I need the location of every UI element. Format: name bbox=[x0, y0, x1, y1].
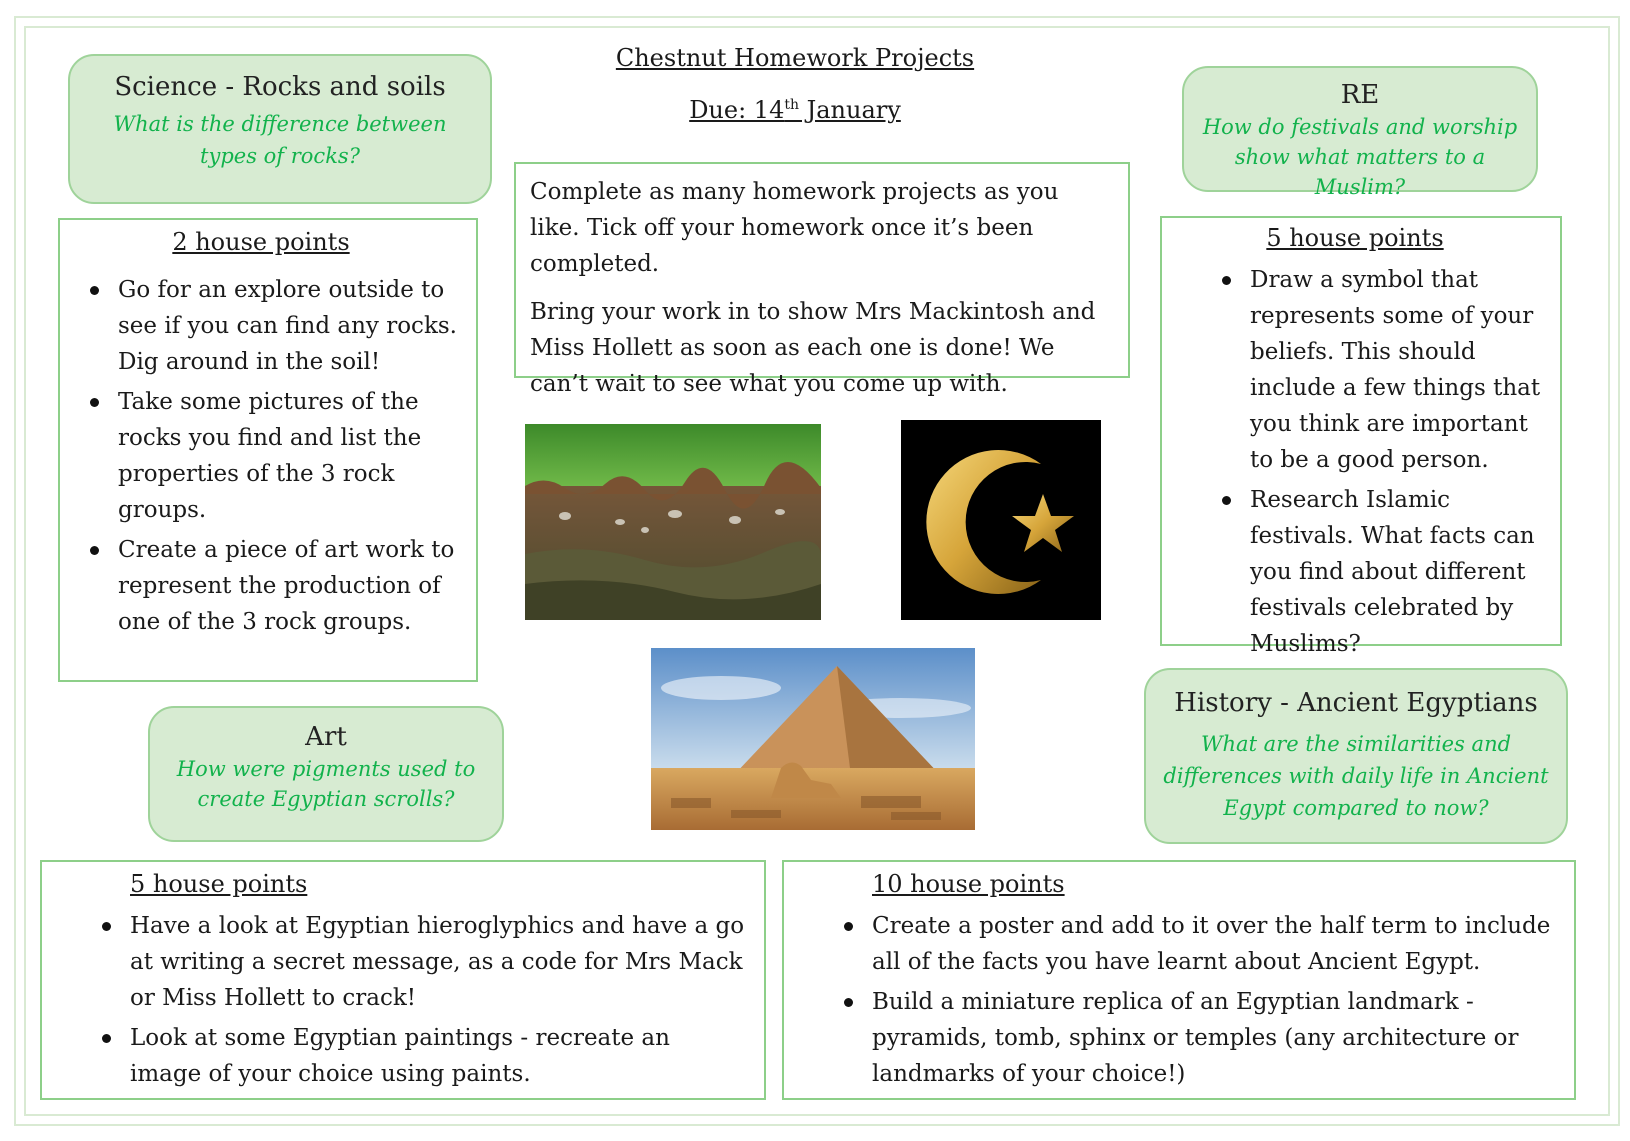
list-item: Create a piece of art work to represent the production of one of the 3 rock groups. bbox=[118, 532, 462, 640]
due-prefix: Due: 14 bbox=[689, 96, 785, 124]
list-item: Build a miniature replica of an Egyptian landmark - pyramids, tomb, sphinx or temples (any architecture or landmarks of your choice!) bbox=[872, 984, 1562, 1092]
list-item: Research Islamic festivals. What facts can you find about different festivals celebrated by Muslims? bbox=[1250, 482, 1548, 662]
science-points: 2 house points bbox=[172, 228, 350, 256]
intro-paragraph-1: Complete as many homework projects as you like. Tick off your homework once it’s been completed. bbox=[530, 179, 1059, 277]
re-task-list bbox=[1162, 262, 1548, 662]
list-item: Look at some Egyptian paintings - recreate an image of your choice using paints. bbox=[130, 1020, 748, 1092]
art-points: 5 house points bbox=[130, 870, 308, 898]
due-suffix: January bbox=[799, 96, 901, 124]
history-points: 10 house points bbox=[872, 870, 1065, 898]
science-title: Science - Rocks and soils bbox=[114, 72, 446, 102]
re-points: 5 house points bbox=[1266, 224, 1444, 252]
list-item: Draw a symbol that represents some of your beliefs. This should include a few things that you think are important to be a good person. bbox=[1250, 262, 1548, 478]
pyramid-sphinx-photo bbox=[651, 648, 975, 830]
list-item: Create a poster and add to it over the half term to include all of the facts you have learnt about Ancient Egypt. bbox=[872, 908, 1562, 980]
history-task-list bbox=[784, 908, 1562, 1092]
due-sup: th bbox=[784, 97, 799, 113]
history-tasks-box bbox=[782, 860, 1576, 1100]
science-topic-box bbox=[68, 54, 492, 204]
history-question: What are the similarities and differences with daily life in Ancient Egypt compared to now? bbox=[1163, 732, 1549, 820]
art-task-list bbox=[42, 908, 748, 1092]
history-title: History - Ancient Egyptians bbox=[1174, 688, 1538, 718]
intro-paragraph-2: Bring your work in to show Mrs Mackintosh and Miss Hollett as soon as each one is done! We can’t wait to see what you come up with. bbox=[530, 299, 1096, 397]
soil-layers-photo bbox=[525, 424, 821, 620]
history-topic-box bbox=[1144, 668, 1568, 844]
science-task-list bbox=[60, 272, 462, 640]
due-date bbox=[600, 96, 990, 124]
crescent-star-icon bbox=[901, 420, 1101, 620]
art-title: Art bbox=[305, 722, 347, 752]
re-topic-box bbox=[1182, 66, 1538, 199]
list-item: Take some pictures of the rocks you find and list the properties of the 3 rock groups. bbox=[118, 384, 462, 528]
re-question: How do festivals and worship show what matters to a Muslim? bbox=[1202, 115, 1518, 199]
re-title: RE bbox=[1340, 80, 1380, 110]
art-tasks-box bbox=[40, 860, 766, 1100]
art-topic-box bbox=[148, 706, 504, 842]
science-question: What is the difference between types of rocks? bbox=[113, 112, 447, 168]
list-item: Have a look at Egyptian hieroglyphics and have a go at writing a secret message, as a code for Mrs Mack or Miss Hollett to crack! bbox=[130, 908, 748, 1016]
intro-box bbox=[514, 162, 1130, 397]
page-title: Chestnut Homework Projects bbox=[615, 44, 975, 72]
re-tasks-box bbox=[1160, 216, 1562, 657]
science-tasks-box bbox=[58, 218, 478, 682]
art-question: How were pigments used to create Egyptian scrolls? bbox=[176, 757, 476, 811]
list-item: Go for an explore outside to see if you can find any rocks. Dig around in the soil! bbox=[118, 272, 462, 380]
